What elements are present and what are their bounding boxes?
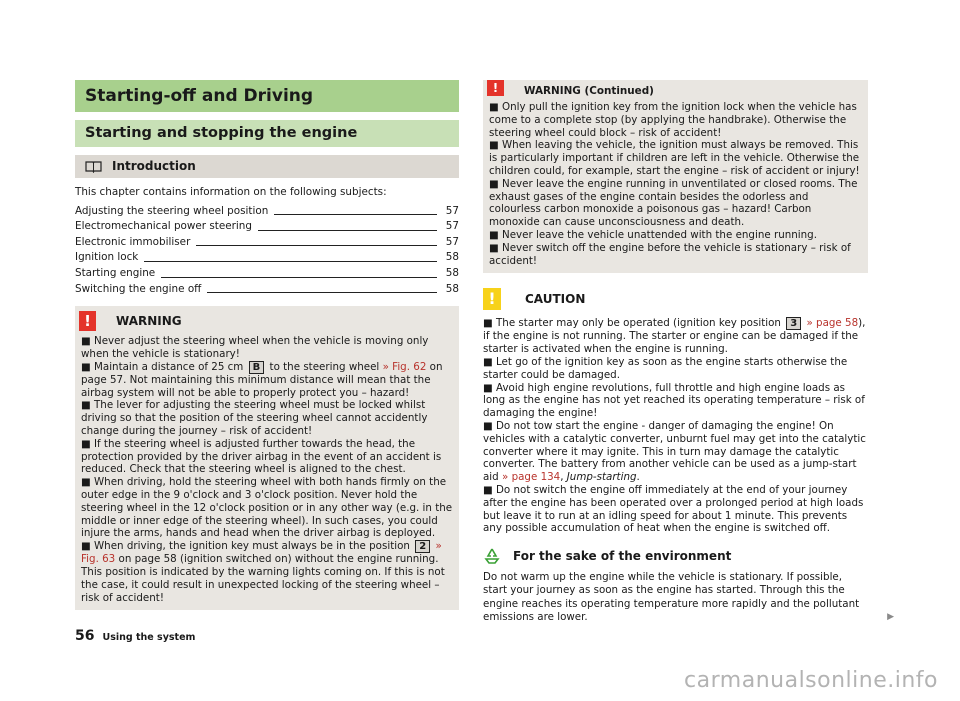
- introduction-heading: [75, 155, 459, 178]
- warning-bullet: ■ When driving, hold the steering wheel with both hands firmly on the outer edge in the 9 o'clock and 3 o'clock position. Never hold the steering wheel in the 12 o'clock position or in any other way (e.g. in the middle or inner edge of the steering wheel). In such cases, you could injure the arms, hands and head when the driver airbag is deployed.: [81, 476, 453, 540]
- continue-arrow-icon: ▶: [887, 611, 894, 622]
- environment-header: [483, 545, 868, 567]
- warning-continued-title: WARNING (Continued): [524, 85, 654, 97]
- warning-bullet: ■ When leaving the vehicle, the ignition must always be removed. This is particularly important if children are left in the vehicle. Otherwise the children could, for example, start the engine – risk of accident or injury!: [489, 139, 860, 177]
- environment-body: [483, 571, 894, 624]
- warning-bullet: ■ The lever for adjusting the steering wheel must be locked whilst driving so that the position of the steering wheel cannot accidently change during the journey – risk of accident!: [81, 399, 428, 437]
- toc-item[interactable]: Electronic immobiliser 57: [75, 235, 459, 248]
- warning-bullet: ■ When driving, the ignition key must always be in the position 2 » Fig. 63 on page 58 (ignition switched on) without the engine running. This position is indicated by the warning lights coming on. If this is not the case, it could result in unexpected locking of the steering wheel – risk of accident!: [81, 540, 445, 604]
- environment-title: For the sake of the environment: [513, 549, 732, 564]
- warning-title: WARNING: [116, 314, 182, 329]
- caution-bullet: ■ The starter may only be operated (ignition key position 3 » page 58), if the engine is not running. The starter or engine can be damaged if the starter is activated when the engine is running.: [483, 317, 866, 356]
- section-heading: Starting and stopping the engine: [75, 120, 459, 147]
- warning-bullet: ■ Never leave the engine running in unventilated or closed rooms. The exhaust gases of the engine contain besides the odorless and colourless carbon monoxide a poisonous gas – hazard! Carbon monoxide can cause unconsciousness and death.: [489, 177, 858, 229]
- footer-section: Using the system: [102, 632, 196, 643]
- caution-icon: !: [483, 288, 501, 310]
- toc-item[interactable]: Ignition lock 58: [75, 251, 459, 264]
- key-label: B: [249, 361, 265, 374]
- caution-bullet: ■ Let go of the ignition key as soon as the engine starts otherwise the starter could be damaged.: [483, 355, 848, 381]
- environment-text: Do not warm up the engine while the vehicle is stationary. If possible, start your journey as soon as the engine has started. Through this the engine reaches its operating temperature more rapidly and the pollutant emissions are lower.: [483, 571, 860, 623]
- warning-bullet: ■ Never switch off the engine before the vehicle is stationary – risk of accident!: [489, 241, 851, 267]
- warning-continued-box: [483, 80, 868, 273]
- toc-item[interactable]: Starting engine 58: [75, 266, 459, 279]
- caution-title: CAUTION: [525, 292, 586, 307]
- caution-bullet: ■ Avoid high engine revolutions, full throttle and high engine loads as long as the engine has not yet reached its operating temperature – risk of damaging the engine!: [483, 381, 865, 420]
- page-footer: [75, 628, 195, 644]
- page-link[interactable]: » page 58: [806, 317, 859, 330]
- warning-bullet: ■ If the steering wheel is adjusted further towards the head, the protection provided by the driver airbag in the event of an accident is reduced. Check that the steering wheel is aligned to the chest.: [81, 437, 442, 476]
- caution-bullet: ■ Do not switch the engine off immediately at the end of your journey after the engine has been operated over a prolonged period at high loads but leave it to run at an idling speed for about 1 minute. This prevents any possible accumulation of heat when the engine is switched off.: [483, 483, 864, 535]
- toc-list: [75, 204, 459, 298]
- key-label: 2: [415, 540, 430, 553]
- warning-bullet: ■ Only pull the ignition key from the ignition lock when the vehicle has come to a complete stop (by applying the handbrake). Otherwise the steering wheel could block – risk of accident!: [489, 101, 857, 139]
- warning-continued-header: [489, 81, 862, 98]
- warning-icon: !: [487, 80, 504, 96]
- intro-text: This chapter contains information on the following subjects:: [75, 186, 387, 198]
- warning-bullet: ■ Never leave the vehicle unattended with the engine running.: [489, 228, 817, 241]
- toc-item[interactable]: Electromechanical power steering 57: [75, 220, 459, 233]
- figure-link[interactable]: » Fig. 62: [382, 360, 427, 373]
- caution-bullet: ■ Do not tow start the engine - danger of damaging the engine! On vehicles with a catalytic converter, unburnt fuel may get into the catalytic converter where it may ignite. This in turn may damage the catalytic converter. The battery from another vehicle can be used as a jump-start aid » page 134, Jump-starting.: [483, 419, 866, 484]
- book-icon: [85, 160, 102, 173]
- watermark: carmanualsonline.info: [684, 668, 938, 693]
- toc-item[interactable]: Switching the engine off 58: [75, 282, 459, 295]
- recycle-icon: [483, 547, 501, 565]
- warning-header: [81, 310, 453, 332]
- toc-item[interactable]: Adjusting the steering wheel position 57: [75, 204, 459, 217]
- page-link[interactable]: » page 134: [502, 471, 561, 484]
- figure-link[interactable]: » Fig. 63: [81, 540, 442, 566]
- chapter-heading: Starting-off and Driving: [75, 80, 459, 112]
- warning-bullet: ■ Maintain a distance of 25 cm B to the steering wheel » Fig. 62 on page 57. Not maintaining this minimum distance will mean that the airbag system will not be able to properly protect you – hazard!: [81, 360, 443, 399]
- key-label: 3: [786, 317, 801, 330]
- caution-body: [483, 317, 868, 535]
- warning-bullet: ■ Never adjust the steering wheel when the vehicle is moving only when the vehicle is stationary!: [81, 335, 429, 360]
- warning-icon: !: [79, 311, 96, 331]
- right-column: [483, 80, 894, 624]
- introduction-title: Introduction: [112, 159, 196, 173]
- warning-box: [75, 306, 459, 610]
- page-number: 56: [75, 628, 95, 644]
- left-column: [75, 80, 459, 610]
- caution-header: [483, 287, 868, 311]
